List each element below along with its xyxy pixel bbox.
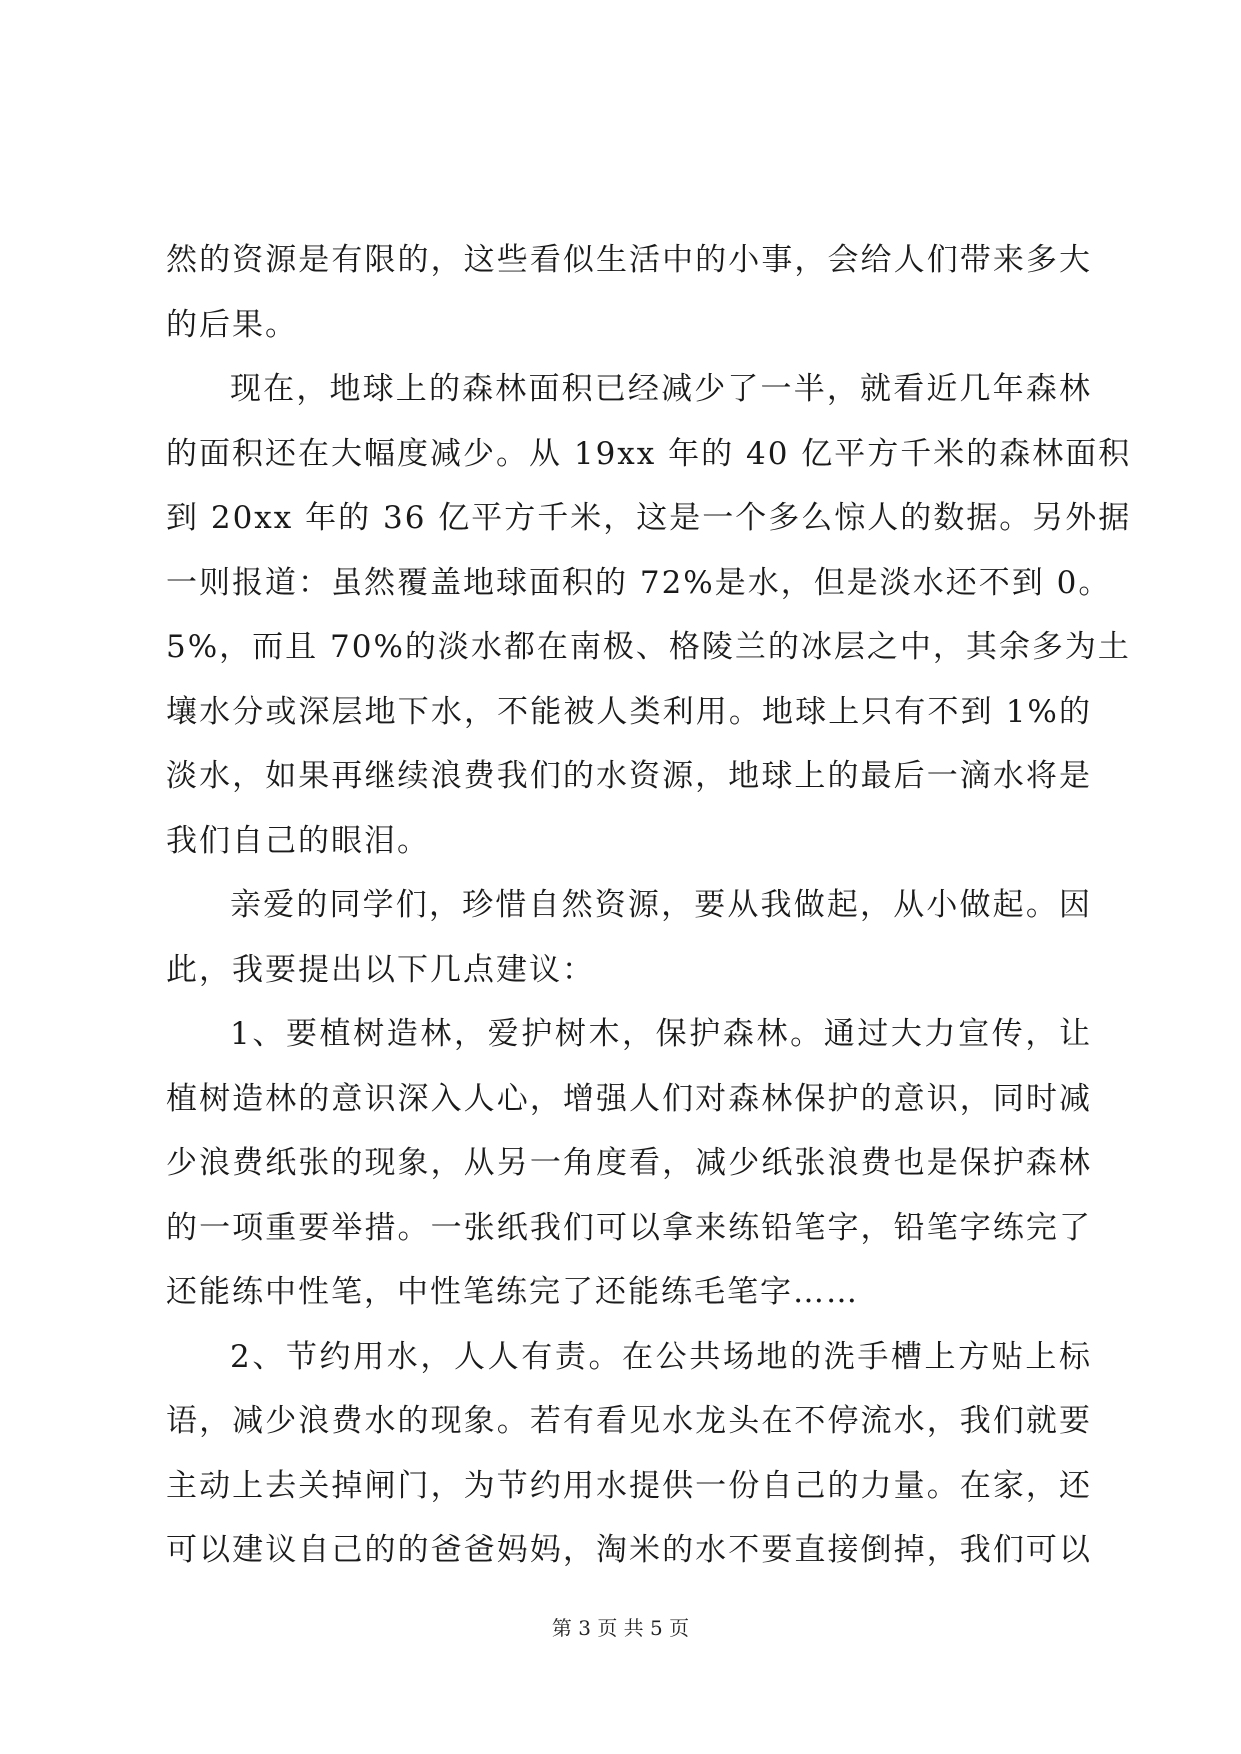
document-body bbox=[166, 228, 1132, 1583]
text-line: 主动上去关掉闸门，为节约用水提供一份自己的力量。在家，还 bbox=[166, 1467, 1092, 1504]
text-line: 亲爱的同学们，珍惜自然资源，要从我做起，从小做起。因 bbox=[230, 887, 1092, 923]
text-line: 语，减少浪费水的现象。若有看见水龙头在不停流水，我们就要 bbox=[166, 1403, 1092, 1439]
text-line: 还能练中性笔，中性笔练完了还能练毛笔字…… bbox=[166, 1274, 859, 1310]
text-line: 1、要植树造林，爱护树木，保护森林。通过大力宣传，让 bbox=[230, 1016, 1092, 1052]
text-line: 的后果。 bbox=[166, 306, 298, 343]
text-line: 的一项重要举措。一张纸我们可以拿来练铅笔字，铅笔字练完了 bbox=[166, 1209, 1092, 1246]
text-line: 2、节约用水，人人有责。在公共场地的洗手槽上方贴上标 bbox=[230, 1338, 1092, 1375]
text-line: 此，我要提出以下几点建议： bbox=[166, 951, 595, 988]
text-line: 壤水分或深层地下水，不能被人类利用。地球上只有不到 1%的 bbox=[166, 693, 1092, 730]
text-line: 可以建议自己的的爸爸妈妈，淘米的水不要直接倒掉，我们可以 bbox=[166, 1532, 1092, 1568]
text-line: 我们自己的眼泪。 bbox=[166, 822, 430, 859]
text-line: 到 20xx 年的 36 亿平方千米，这是一个多么惊人的数据。另外据 bbox=[166, 500, 1132, 536]
text-line: 少浪费纸张的现象，从另一角度看，减少纸张浪费也是保护森林 bbox=[166, 1145, 1092, 1181]
text-line: 淡水，如果再继续浪费我们的水资源，地球上的最后一滴水将是 bbox=[166, 758, 1092, 794]
page-footer: 第 3 页 共 5 页 bbox=[551, 1616, 690, 1640]
text-line: 然的资源是有限的，这些看似生活中的小事，会给人们带来多大 bbox=[166, 242, 1092, 278]
text-line: 一则报道：虽然覆盖地球面积的 72%是水，但是淡水还不到 0。 bbox=[166, 564, 1112, 601]
text-line: 现在，地球上的森林面积已经减少了一半，就看近几年森林 bbox=[230, 371, 1092, 407]
text-line: 5%，而且 70%的淡水都在南极、格陵兰的冰层之中，其余多为土 bbox=[166, 629, 1131, 665]
text-line: 植树造林的意识深入人心，增强人们对森林保护的意识，同时减 bbox=[166, 1080, 1092, 1117]
text-line: 的面积还在大幅度减少。从 19xx 年的 40 亿平方千米的森林面积 bbox=[166, 435, 1132, 472]
